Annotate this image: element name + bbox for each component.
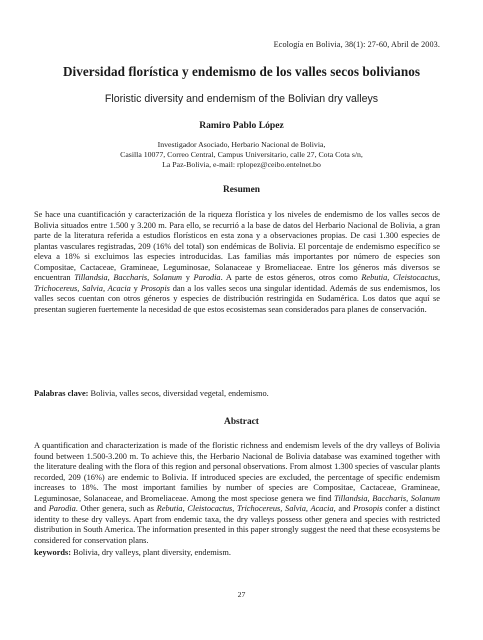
palabras-clave-text: Bolivia, valles secos, diversidad vegetal, endemismo.: [88, 389, 269, 398]
genus-names: Rebutia, Cleistocactus, Trichocereus, Salvia, Acacia: [34, 273, 441, 293]
affiliation-line: La Paz-Bolivia, e-mail: rplopez@ceibo.entelnet.bo: [162, 160, 321, 170]
resumen-heading: Resumen: [223, 185, 260, 195]
abstract-text: and: [34, 504, 49, 514]
paper-title: Diversidad florística y endemismo de los valles secos bolivianos: [62, 64, 421, 79]
abstract-text: A quantification and characterization is made of the floristic richness and endemism levels of the dry valleys of Bolivia found between 1.500-3.200 m. To achieve this, the Herbario Nacional de Bolivia database was examined together with the literature dealing with the flora of this region and personal observations. From almost 1.300 species of vascular plants recorded, 209 (16%) are endemic to Bolivia. If introduced species are excluded, the percentage of specific endemism increases to 18%. The most important families by number of species are Compositae, Cactaceae, Gramineae, Leguminosae, Solanaceae, and Bromeliaceae. Among the most speciose genera we find: [34, 441, 440, 503]
keywords-label: keywords:: [34, 548, 72, 557]
genus-names: Prosopis: [353, 504, 383, 514]
genus-names: Tillandsia, Baccharis, Solanum: [334, 493, 440, 503]
resumen-text: y: [130, 283, 141, 293]
paper-subtitle: Floristic diversity and endemism of the Bolivian dry valleys: [104, 93, 379, 105]
genus-names: Rebutia, Cleistocactus, Trichocereus, Salvia, Acacia,: [156, 504, 336, 514]
genus-names: Tillandsia, Baccharis, Solanum: [74, 273, 183, 283]
page-number: 27: [237, 590, 246, 599]
abstract-text: confer a distinct identity to these dry valleys. Apart from endemic taxa, the dry valleys possess other genera and species with restricted distribution in South America. The information presented in this paper strongly suggest the need that these ecosystems be considered for conservation plans.: [34, 504, 440, 545]
author-name: Ramiro Pablo López: [199, 120, 284, 131]
resumen-body: [34, 210, 440, 315]
genus-names: Parodia: [193, 273, 221, 283]
palabras-clave-label: Palabras clave:: [34, 389, 89, 398]
palabras-clave: [34, 389, 440, 398]
affiliation-line: Investigador Asociado, Herbario Nacional de Bolivia,: [157, 140, 326, 149]
genus-names: Parodia: [48, 504, 76, 514]
resumen-text: dan a los valles secos una singular identidad. Además de sus endemismos, los valles secos cuentan con otros géneros y especies de distribución restringida en Sudamérica. Los datos que aquí se presentan sugieren fuertemente la necesidad de que estos ecosistemas sean considerados para planes de conservación.: [34, 283, 440, 314]
keywords: [34, 548, 440, 557]
author-affiliation: [0, 140, 483, 171]
abstract-heading: Abstract: [224, 417, 259, 427]
abstract-body: [34, 441, 440, 546]
resumen-text: . A parte de estos géneros, otros como: [220, 273, 362, 283]
resumen-text: y: [182, 273, 194, 283]
journal-reference: Ecología en Bolivia, 38(1): 27-60, Abril de 2003.: [273, 40, 440, 49]
abstract-text: . Other genera, such as: [75, 504, 157, 514]
keywords-text: Bolivia, dry valleys, plant diversity, endemism.: [71, 548, 231, 557]
abstract-text: and: [335, 504, 354, 514]
genus-names: Prosopis: [140, 283, 170, 293]
affiliation-line: Casilla 10077, Correo Central, Campus Universitario, calle 27, Cota Cota s/n,: [120, 150, 363, 160]
resumen-text: Se hace una cuantificación y caracterización de la riqueza florística y los niveles de endemismo de los valles secos de Bolivia situados entre 1.500 y 3.200 m. Para ello, se recurrió a la base de datos del Herbario Nacional de Bolivia, a gran parte de la literatura referida a estudios florísticos en esta zona y a observaciones propias. De casi 1.300 especies de plantas vasculares registradas, 209 (16% del total) son endémicas de Bolivia. El porcentaje de endemismo específico se eleva a 18% si excluimos las especies introducidas. Las familias más importantes por número de especies son Compositae, Cactaceae, Gramineae, Leguminosae, Solanaceae y Bromeliaceae. Entre los géneros más diversos se encuentran: [34, 210, 440, 283]
